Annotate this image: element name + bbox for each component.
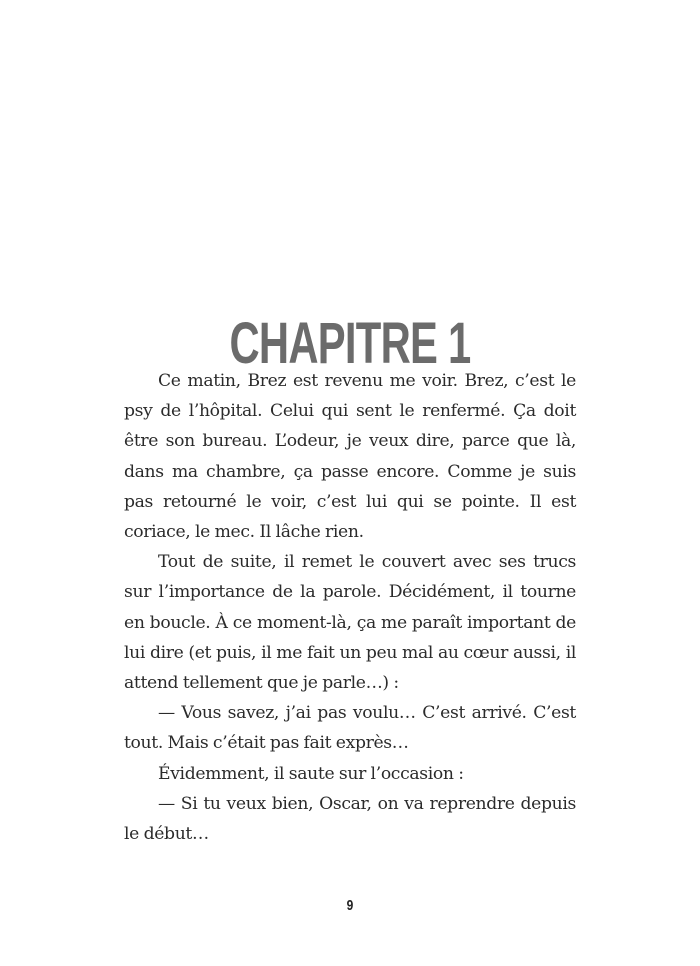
page-number: 9: [346, 897, 354, 914]
chapter-body: [124, 366, 576, 849]
chapter-title: CHAPITRE 1: [229, 310, 471, 376]
paragraph: Tout de suite, il remet le couvert avec ses trucs sur l’importance de la parole. Décidément, il tourne en boucle. À ce moment-là, ça me paraît important de lui dire (et puis, il me fait un peu mal au cœur aussi, il attend tellement que je parle…) :: [124, 552, 576, 694]
dialogue-paragraph: — Vous savez, j’ai pas voulu… C’est arrivé. C’est tout. Mais c’était pas fait exprès…: [124, 703, 576, 754]
paragraph: Ce matin, Brez est revenu me voir. Brez, c’est le psy de l’hôpital. Celui qui sent le renfermé. Ça doit être son bureau. L’odeur, je veux dire, parce que là, dans ma chambre, ça passe encore. Comme je suis pas retourné le voir, c’est lui qui se pointe. Il est coriace, le mec. Il lâche rien.: [124, 371, 576, 543]
paragraph: Évidemment, il saute sur l’occasion :: [158, 763, 464, 784]
dialogue-paragraph: — Si tu veux bien, Oscar, on va reprendre depuis le début…: [124, 793, 576, 845]
